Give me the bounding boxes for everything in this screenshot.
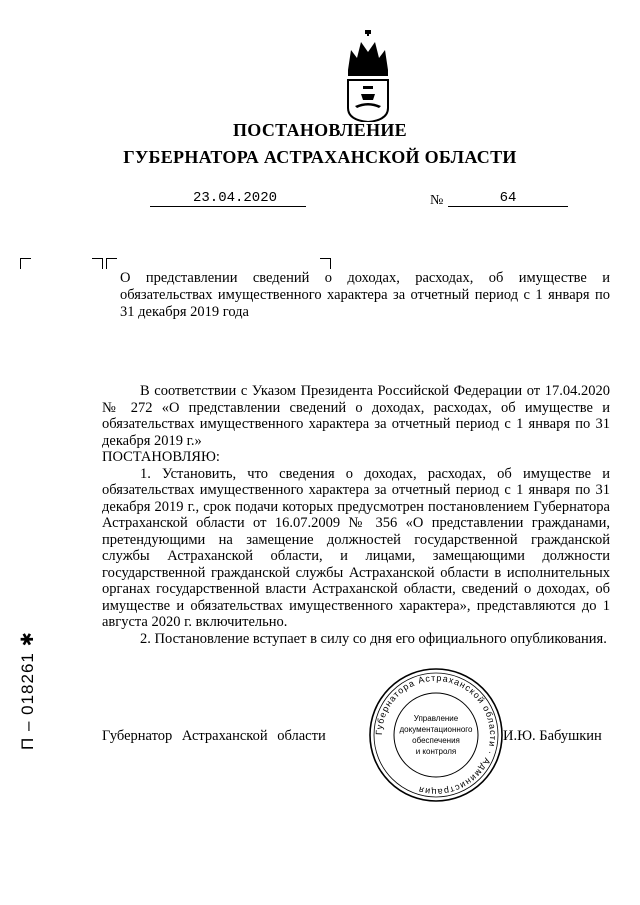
clause-2: 2. Постановление вступает в силу со дня его официального опубликования. [140,630,607,647]
svg-text:Губернатора Астраханской облас [374,673,498,797]
corner-mark [320,258,331,269]
coat-of-arms-emblem [343,30,393,122]
corner-mark [20,258,31,269]
official-stamp [368,667,504,803]
stamp-line: документационного [399,725,473,734]
clause-1: 1. Установить, что сведения о доходах, расходах, об имуществе и обязательствах имущественного характера за отчетный период с 1 января по 31 декабря 2019 г., срок подачи которых предусмотрен постановлением Губернатора Астраханской области от 16.07.2009 № 356 «О представлении гражданами, претендующими на замещение должностей государственной гражданской службы Астраханской области, и лицами, замещающими должности государственной гражданской службы Астраханской области в исполнительных органах государственной власти Астраханской области, сведений о доходах, об имуществе и обязательствах имущественного характера», представляются до 1 августа 2020 г. включительно. [102,465,610,630]
stamp-line: и контроля [415,747,457,756]
stamp-ring-text: Губернатора Астраханской области · Администрация [373,672,499,798]
document-title: ПОСТАНОВЛЕНИЕ [233,120,407,140]
signatory-name: И.Ю. Бабушкин [503,728,602,744]
stamp-line: Управление [413,714,459,723]
signatory-position: Губернатор Астраханской области [102,728,326,744]
resolve-heading: ПОСТАНОВЛЯЮ: [102,449,220,465]
number-label: № [430,193,444,208]
preamble-paragraph: В соответствии с Указом Президента Российской Федерации от 17.04.2020 № 272 «О представлении сведений о доходах, расходах, об имуществе и обязательствах имущественного характера за отчетный период с 1 января по 31 декабря 2019 г.» [102,383,610,449]
issuer-title: ГУБЕРНАТОРА АСТРАХАНСКОЙ ОБЛАСТИ [123,147,517,167]
document-number: 64 [448,190,568,207]
side-serial-mark: П – 018261 ✱ [18,631,37,750]
document-body [102,383,610,647]
corner-mark [92,258,103,269]
document-date: 23.04.2020 [150,190,306,207]
stamp-line: обеспечения [412,736,460,745]
document-subject: О представлении сведений о доходах, расходах, об имуществе и обязательствах имущественного характера за отчетный период с 1 января по 31 декабря 2019 года [120,270,610,320]
corner-mark [106,258,117,269]
